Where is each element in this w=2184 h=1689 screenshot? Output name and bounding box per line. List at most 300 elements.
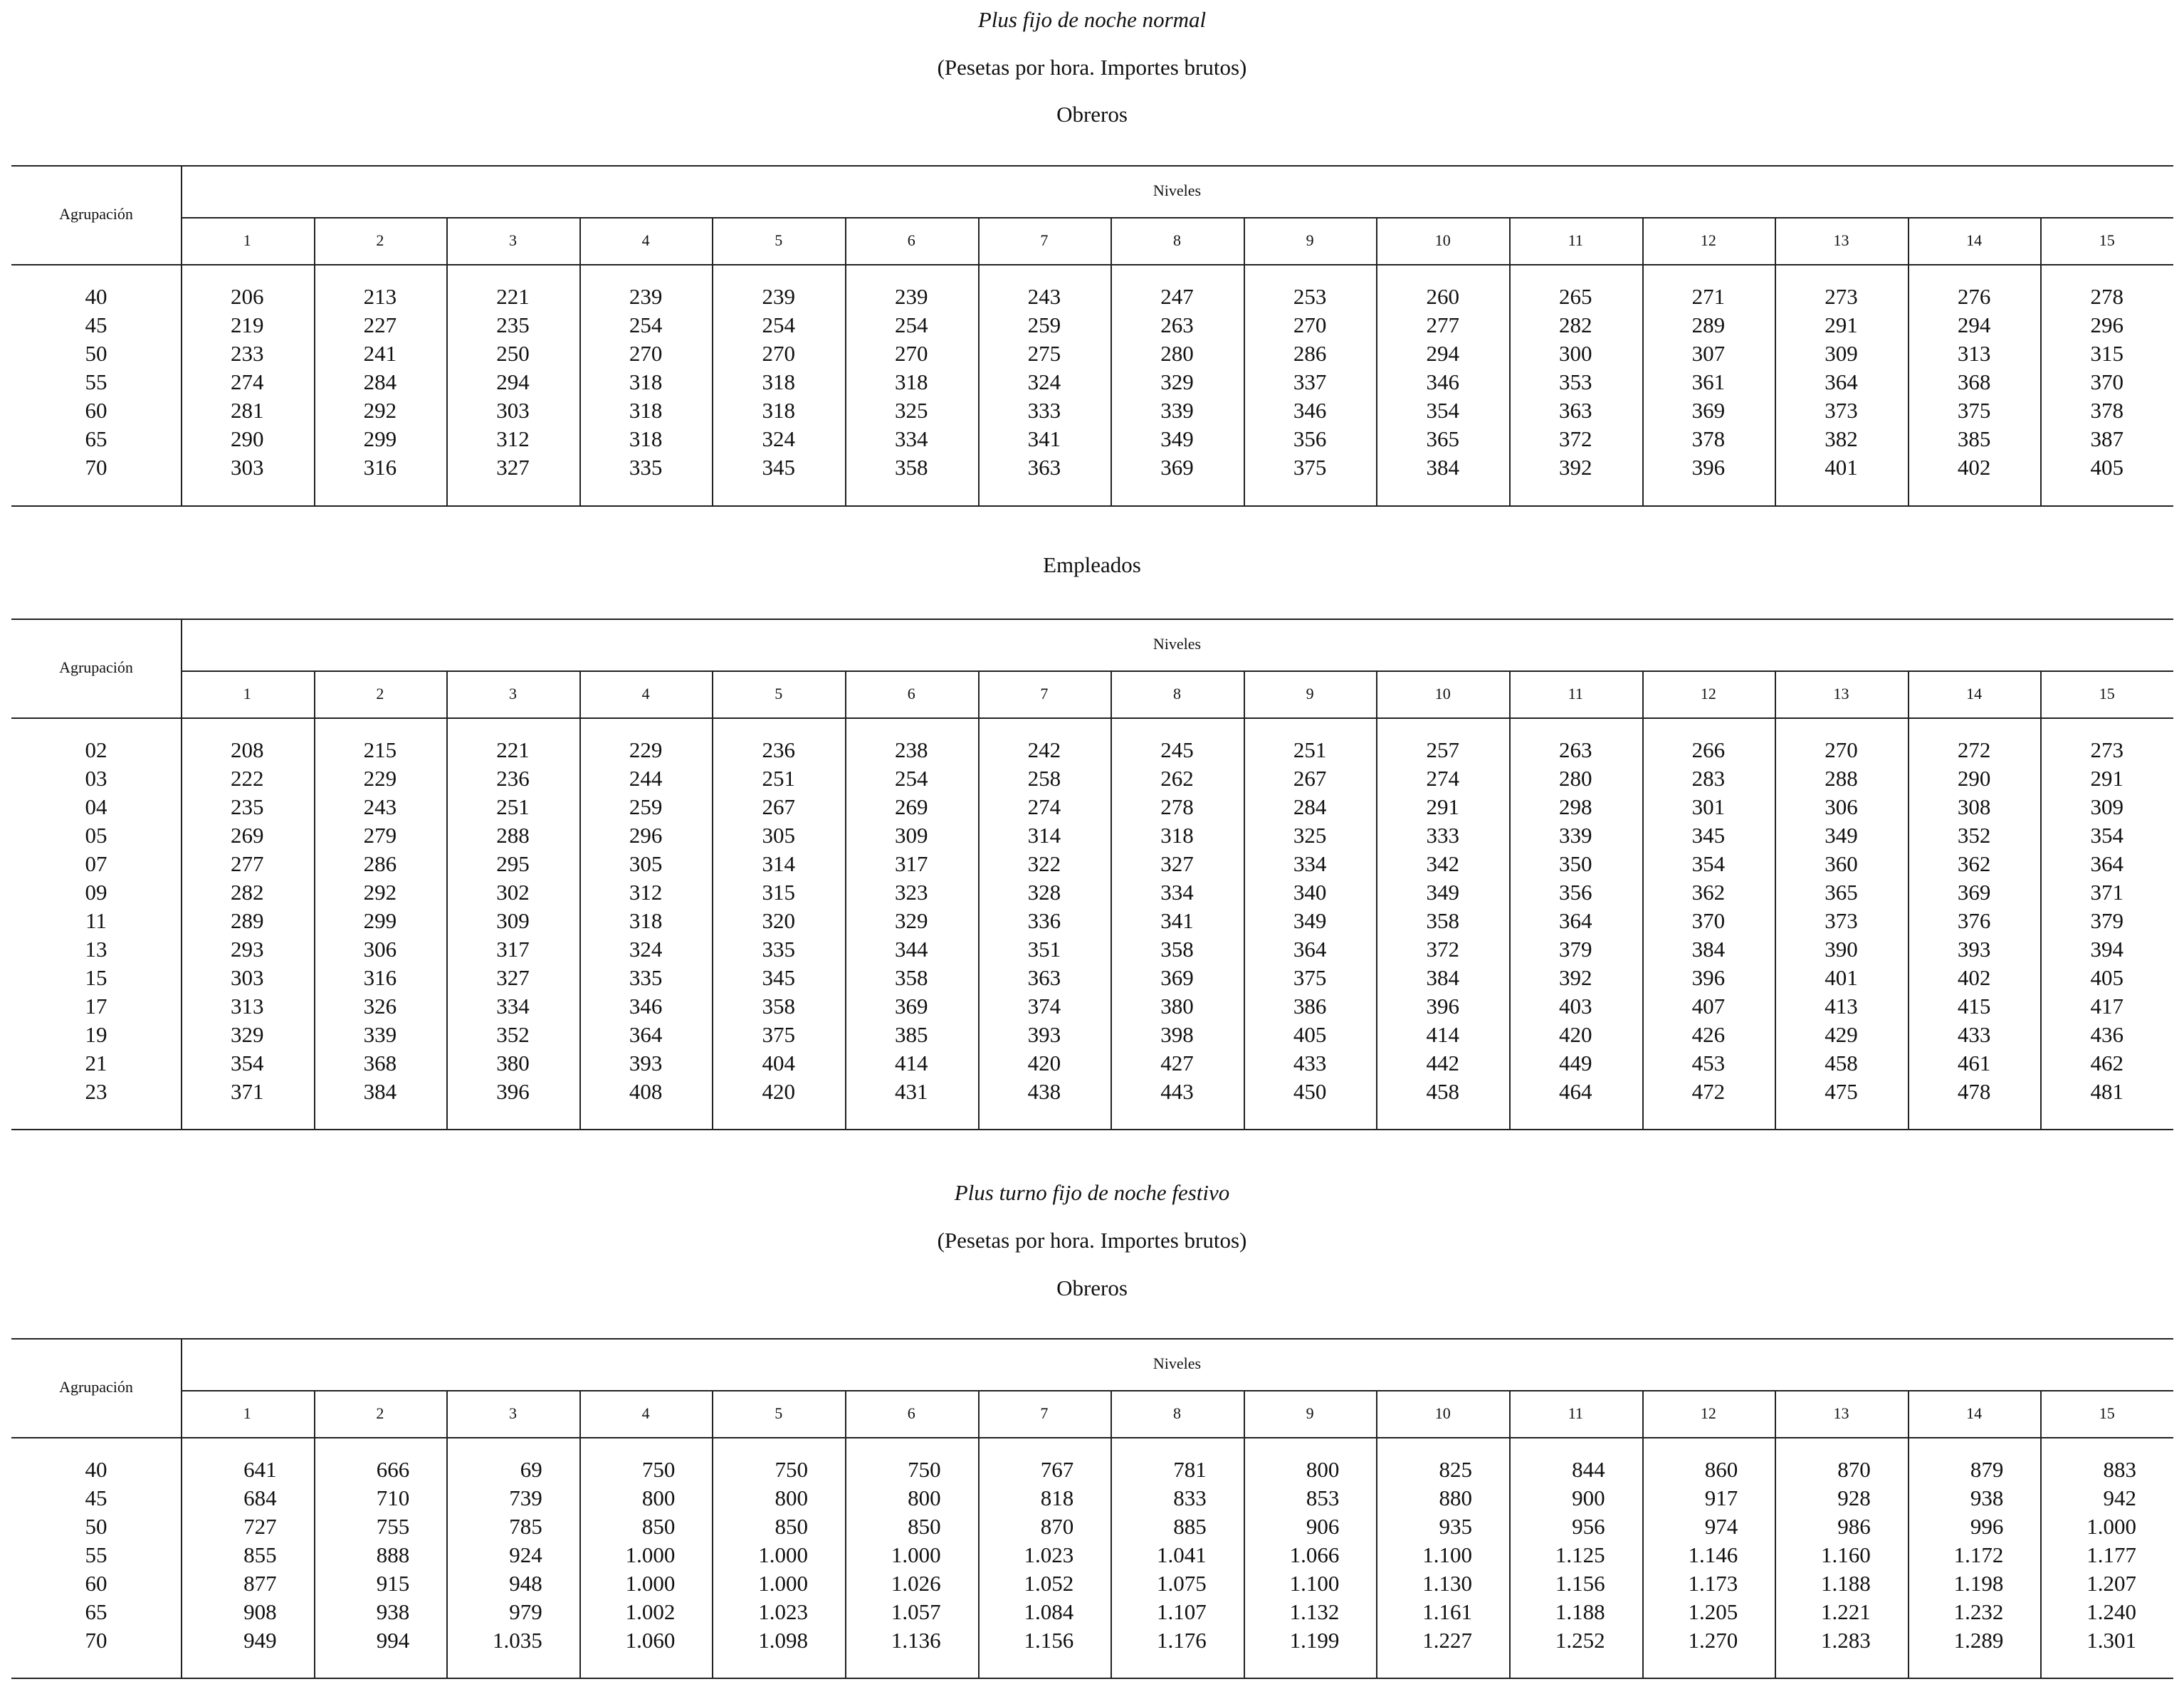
row-label: 11 (85, 908, 107, 933)
table-cell: 325 (895, 398, 928, 423)
table-cell: 215 (363, 737, 397, 762)
table-cell: 384 (363, 1079, 397, 1104)
table-cell: 257 (1426, 737, 1459, 762)
table-cell: 334 (1160, 880, 1194, 905)
row-label: 50 (85, 1514, 107, 1539)
table-cell: 369 (1957, 880, 1991, 905)
table-cell: 334 (1293, 851, 1327, 876)
table-cell: 236 (762, 737, 795, 762)
table-cell: 323 (895, 880, 928, 905)
table-cell: 1.100 (1289, 1571, 1340, 1596)
table-cell: 288 (1825, 766, 1858, 791)
table-cell: 308 (1957, 794, 1991, 819)
table-cell: 394 (2090, 937, 2123, 962)
row-label: 23 (85, 1079, 107, 1104)
table-cell: 344 (895, 937, 928, 962)
table-cell: 345 (762, 965, 795, 990)
table-cell: 380 (496, 1051, 530, 1075)
table-cell: 368 (1957, 369, 1991, 394)
table-cell: 358 (895, 455, 928, 480)
table-cell: 1.098 (758, 1628, 808, 1653)
table-cell: 358 (895, 965, 928, 990)
table-cell: 360 (1825, 851, 1858, 876)
table-cell: 301 (1691, 794, 1726, 819)
table-cell: 235 (231, 794, 264, 819)
table-cell: 281 (231, 398, 264, 423)
table-cell: 414 (1426, 1022, 1459, 1047)
table-cell: 284 (363, 369, 397, 394)
table-cell: 415 (1957, 994, 1991, 1019)
table-cell: 350 (1559, 851, 1592, 876)
table-cell: 314 (1027, 823, 1061, 848)
level-header: 13 (1833, 231, 1849, 249)
table-cell: 312 (629, 880, 663, 905)
table-cell: 739 (509, 1485, 542, 1510)
table-cell: 915 (376, 1571, 410, 1596)
table-cell: 1.301 (2086, 1628, 2136, 1653)
table-cell: 263 (1559, 737, 1592, 762)
table-cell: 1.188 (1555, 1599, 1605, 1624)
row-label: 13 (85, 937, 107, 962)
table-cell: 320 (762, 908, 795, 933)
table-cell: 251 (496, 794, 530, 819)
table-cell: 324 (762, 426, 795, 451)
table-cell: 1.060 (625, 1628, 676, 1653)
table-cell: 296 (629, 823, 663, 848)
table-cell: 300 (1559, 341, 1592, 366)
table-cell: 833 (1173, 1485, 1207, 1510)
header-bottom-rule (11, 717, 2173, 719)
table-cell: 341 (1160, 908, 1194, 933)
table-cell: 239 (762, 284, 795, 309)
table-cell: 375 (1957, 398, 1991, 423)
table-cell: 364 (2090, 851, 2123, 876)
row-header-label: Agrupación (59, 205, 133, 223)
table-cell: 329 (1160, 369, 1194, 394)
table-cell: 282 (231, 880, 264, 905)
table-cell: 408 (629, 1079, 663, 1104)
level-header: 4 (641, 1404, 650, 1422)
table-cell: 286 (1293, 341, 1327, 366)
table-cell: 358 (1160, 937, 1194, 962)
table-cell: 942 (2103, 1485, 2136, 1510)
table-cell: 317 (895, 851, 928, 876)
table-cell: 313 (231, 994, 264, 1019)
table-cell: 379 (1559, 937, 1592, 962)
table-cell: 1.057 (891, 1599, 941, 1624)
table-cell: 353 (1559, 369, 1592, 394)
table-cell: 365 (1825, 880, 1858, 905)
level-header: 7 (1040, 1404, 1049, 1422)
table-cell: 401 (1825, 455, 1858, 480)
table-cell: 309 (2090, 794, 2123, 819)
table-cell: 241 (363, 341, 397, 366)
table-cell: 312 (496, 426, 530, 451)
table-cell: 781 (1173, 1457, 1207, 1482)
table-cell: 303 (496, 398, 530, 423)
table-cell: 328 (1027, 880, 1061, 905)
table-cell: 401 (1825, 965, 1858, 990)
table-cell: 309 (1825, 341, 1858, 366)
row-label: 65 (85, 1599, 107, 1624)
table-cell: 385 (895, 1022, 928, 1047)
table-cell: 265 (1559, 284, 1592, 309)
table-cell: 283 (1691, 766, 1726, 791)
row-label: 55 (85, 369, 107, 394)
table-cell: 855 (243, 1542, 277, 1567)
table-cell: 1.173 (1688, 1571, 1738, 1596)
table-cell: 266 (1691, 737, 1726, 762)
level-header: 9 (1306, 231, 1314, 249)
table-cell: 800 (1306, 1457, 1340, 1482)
table-cell: 413 (1825, 994, 1858, 1019)
table-cell: 464 (1559, 1079, 1592, 1104)
table-cell: 259 (629, 794, 663, 819)
table-cell: 278 (2090, 284, 2123, 309)
table-cell: 1.221 (1821, 1599, 1871, 1624)
row-label: 03 (85, 766, 107, 791)
row-label: 09 (85, 880, 107, 905)
row-label: 65 (85, 426, 107, 451)
table-cell: 727 (243, 1514, 277, 1539)
section-title: Plus turno fijo de noche festivo (954, 1180, 1230, 1205)
table-cell: 374 (1027, 994, 1061, 1019)
level-header: 12 (1700, 231, 1716, 249)
table-cell: 303 (231, 965, 264, 990)
table-cell: 349 (1293, 908, 1327, 933)
table-cell: 236 (496, 766, 530, 791)
table-cell: 354 (1691, 851, 1726, 876)
table-cell: 356 (1293, 426, 1327, 451)
table-cell: 800 (908, 1485, 941, 1510)
table-cell: 270 (1293, 312, 1327, 337)
table-cell: 349 (1426, 880, 1459, 905)
table-cell: 426 (1691, 1022, 1726, 1047)
table-cell: 405 (2090, 965, 2123, 990)
table-cell: 244 (629, 766, 663, 791)
table-cell: 363 (1559, 398, 1592, 423)
table-cell: 372 (1559, 426, 1592, 451)
table-cell: 69 (520, 1457, 542, 1482)
table-cell: 363 (1027, 455, 1061, 480)
table-cell: 375 (762, 1022, 795, 1047)
table-cell: 325 (1293, 823, 1327, 848)
level-header: 8 (1172, 685, 1181, 703)
table-cell: 420 (1027, 1051, 1061, 1075)
table-cell: 317 (496, 937, 530, 962)
section-subtitle: Obreros (1056, 1275, 1128, 1300)
table-cell: 299 (363, 426, 397, 451)
table-cell: 318 (629, 398, 663, 423)
table-cell: 327 (1160, 851, 1194, 876)
table-top-rule (11, 1338, 2173, 1340)
table-cell: 385 (1957, 426, 1991, 451)
table-cell: 393 (1957, 937, 1991, 962)
table-cell: 1.026 (891, 1571, 941, 1596)
table-cell: 227 (363, 312, 397, 337)
table-cell: 375 (1293, 455, 1327, 480)
level-header: 12 (1700, 1404, 1716, 1422)
table-cell: 296 (2090, 312, 2123, 337)
table-cell: 273 (1825, 284, 1858, 309)
header-divider-rule (181, 217, 2173, 219)
table-cell: 433 (1957, 1022, 1991, 1047)
table-cell: 1.172 (1953, 1542, 2004, 1567)
table-cell: 243 (1027, 284, 1061, 309)
table-cell: 251 (762, 766, 795, 791)
table-cell: 318 (629, 426, 663, 451)
table-cell: 275 (1027, 341, 1061, 366)
table-cell: 1.023 (1024, 1542, 1074, 1567)
row-label: 45 (85, 1485, 107, 1510)
table-cell: 1.156 (1024, 1628, 1074, 1653)
table-cell: 242 (1027, 737, 1061, 762)
table-cell: 449 (1559, 1051, 1592, 1075)
table-cell: 1.156 (1555, 1571, 1605, 1596)
table-cell: 974 (1704, 1514, 1738, 1539)
level-header: 8 (1172, 1404, 1181, 1422)
table-cell: 299 (363, 908, 397, 933)
table-cell: 373 (1825, 908, 1858, 933)
table-cell: 908 (243, 1599, 277, 1624)
table-top-rule (11, 165, 2173, 167)
row-label: 60 (85, 398, 107, 423)
table-cell: 267 (1293, 766, 1327, 791)
level-header: 15 (2099, 231, 2115, 249)
table-cell: 364 (629, 1022, 663, 1047)
table-cell: 314 (762, 851, 795, 876)
row-header-label: Agrupación (59, 658, 133, 676)
table-cell: 800 (641, 1485, 676, 1510)
table-cell: 478 (1957, 1079, 1991, 1104)
table-cell: 403 (1559, 994, 1592, 1019)
table-cell: 349 (1160, 426, 1194, 451)
table-cell: 291 (2090, 766, 2123, 791)
level-header: 15 (2099, 1404, 2115, 1422)
table-cell: 1.000 (758, 1542, 808, 1567)
table-cell: 429 (1825, 1022, 1858, 1047)
level-header: 4 (641, 685, 650, 703)
table-cell: 229 (629, 737, 663, 762)
level-header: 11 (1568, 231, 1583, 249)
table-cell: 239 (895, 284, 928, 309)
row-label: 40 (85, 1457, 107, 1482)
table-cell: 243 (363, 794, 397, 819)
level-header: 1 (243, 231, 251, 249)
table-cell: 666 (376, 1457, 410, 1482)
table-cell: 369 (895, 994, 928, 1019)
level-header: 2 (376, 231, 384, 249)
table-cell: 458 (1426, 1079, 1459, 1104)
level-header: 15 (2099, 685, 2115, 703)
table-cell: 358 (762, 994, 795, 1019)
table-cell: 361 (1691, 369, 1726, 394)
table-cell: 684 (243, 1485, 277, 1510)
table-cell: 378 (2090, 398, 2123, 423)
table-cell: 309 (895, 823, 928, 848)
table-cell: 306 (363, 937, 397, 962)
table-cell: 250 (496, 341, 530, 366)
table-cell: 291 (1426, 794, 1459, 819)
table-cell: 333 (1027, 398, 1061, 423)
level-header: 7 (1040, 231, 1049, 249)
table-cell: 369 (1160, 965, 1194, 990)
table-cell: 870 (1040, 1514, 1074, 1539)
table-cell: 322 (1027, 851, 1061, 876)
table-cell: 305 (629, 851, 663, 876)
table-cell: 346 (1293, 398, 1327, 423)
table-cell: 254 (762, 312, 795, 337)
table-cell: 316 (363, 965, 397, 990)
table-cell: 785 (509, 1514, 542, 1539)
table-cell: 386 (1293, 994, 1327, 1019)
table-cell: 339 (363, 1022, 397, 1047)
table-cell: 996 (1970, 1514, 2004, 1539)
table-cell: 1.146 (1688, 1542, 1738, 1567)
table-cell: 641 (243, 1457, 277, 1482)
level-header: 3 (508, 685, 517, 703)
table-cell: 335 (762, 937, 795, 962)
table-cell: 221 (496, 284, 530, 309)
table-cell: 384 (1426, 965, 1459, 990)
table-cell: 277 (1426, 312, 1459, 337)
table-cell: 384 (1691, 937, 1726, 962)
table-cell: 433 (1293, 1051, 1327, 1075)
table-cell: 289 (231, 908, 264, 933)
table-cell: 280 (1559, 766, 1592, 791)
table-cell: 396 (496, 1079, 530, 1104)
table-cell: 364 (1293, 937, 1327, 962)
table-cell: 938 (376, 1599, 410, 1624)
table-cell: 363 (1027, 965, 1061, 990)
table-cell: 475 (1825, 1079, 1858, 1104)
table-cell: 306 (1825, 794, 1858, 819)
table-cell: 379 (2090, 908, 2123, 933)
table-cell: 229 (363, 766, 397, 791)
row-label: 02 (85, 737, 107, 762)
table-cell: 327 (496, 965, 530, 990)
table-cell: 339 (1559, 823, 1592, 848)
table-cell: 235 (496, 312, 530, 337)
table-cell: 318 (629, 369, 663, 394)
table-cell: 877 (243, 1571, 277, 1596)
table-cell: 398 (1160, 1022, 1194, 1047)
table-cell: 305 (762, 823, 795, 848)
table-cell: 213 (363, 284, 397, 309)
table-cell: 850 (641, 1514, 676, 1539)
table-cell: 880 (1439, 1485, 1472, 1510)
table-cell: 245 (1160, 737, 1194, 762)
table-cell: 346 (629, 994, 663, 1019)
table-cell: 818 (1040, 1485, 1074, 1510)
table-cell: 333 (1426, 823, 1459, 848)
table-cell: 324 (629, 937, 663, 962)
table-cell: 850 (775, 1514, 808, 1539)
table-cell: 750 (641, 1457, 676, 1482)
table-cell: 850 (908, 1514, 941, 1539)
table-cell: 994 (376, 1628, 410, 1653)
table-cell: 370 (2090, 369, 2123, 394)
table-cell: 294 (1426, 341, 1459, 366)
table-cell: 251 (1293, 737, 1327, 762)
level-header: 9 (1306, 685, 1314, 703)
level-header: 14 (1966, 685, 1983, 703)
table-cell: 315 (762, 880, 795, 905)
table-cell: 349 (1825, 823, 1858, 848)
table-cell: 1.136 (891, 1628, 941, 1653)
table-cell: 254 (895, 312, 928, 337)
table-cell: 262 (1160, 766, 1194, 791)
table-cell: 206 (231, 284, 264, 309)
table-cell: 1.176 (1157, 1628, 1207, 1653)
table-cell: 420 (1559, 1022, 1592, 1047)
table-cell: 354 (1426, 398, 1459, 423)
table-cell: 335 (629, 965, 663, 990)
table-cell: 1.188 (1821, 1571, 1871, 1596)
table-cell: 263 (1160, 312, 1194, 337)
table-cell: 364 (1559, 908, 1592, 933)
table-cell: 396 (1691, 455, 1726, 480)
table-cell: 461 (1957, 1051, 1991, 1075)
level-header: 9 (1306, 1404, 1314, 1422)
table-cell: 885 (1173, 1514, 1207, 1539)
table-cell: 339 (1160, 398, 1194, 423)
table-cell: 979 (509, 1599, 542, 1624)
table-cell: 313 (1957, 341, 1991, 366)
table-cell: 352 (496, 1022, 530, 1047)
level-header: 1 (243, 685, 251, 703)
table-cell: 935 (1439, 1514, 1472, 1539)
table-bottom-rule (11, 1678, 2173, 1679)
table-cell: 378 (1691, 426, 1726, 451)
section-subtitle: (Pesetas por hora. Importes brutos) (937, 1228, 1247, 1253)
table-cell: 427 (1160, 1051, 1194, 1075)
table-cell: 767 (1040, 1457, 1074, 1482)
table-bottom-rule (11, 505, 2173, 507)
table-cell: 1.125 (1555, 1542, 1605, 1567)
table-cell: 315 (2090, 341, 2123, 366)
table-cell: 356 (1559, 880, 1592, 905)
table-cell: 1.100 (1422, 1542, 1472, 1567)
table-cell: 267 (762, 794, 795, 819)
table-cell: 346 (1426, 369, 1459, 394)
group-header-label: Niveles (1153, 635, 1202, 653)
table-cell: 368 (363, 1051, 397, 1075)
table-cell: 292 (363, 880, 397, 905)
table-cell: 938 (1970, 1485, 2004, 1510)
table-cell: 396 (1691, 965, 1726, 990)
level-header: 13 (1833, 685, 1849, 703)
table-cell: 396 (1426, 994, 1459, 1019)
level-header: 10 (1434, 231, 1451, 249)
header-divider-rule (181, 670, 2173, 672)
row-label: 07 (85, 851, 107, 876)
table-cell: 219 (231, 312, 264, 337)
table-cell: 345 (762, 455, 795, 480)
table-cell: 247 (1160, 284, 1194, 309)
row-label: 40 (85, 284, 107, 309)
table-cell: 393 (1027, 1022, 1061, 1047)
table-cell: 825 (1439, 1457, 1472, 1482)
table-cell: 239 (629, 284, 663, 309)
table-cell: 986 (1837, 1514, 1871, 1539)
table-cell: 928 (1837, 1485, 1871, 1510)
level-header: 2 (376, 685, 384, 703)
table-cell: 270 (762, 341, 795, 366)
table-cell: 372 (1426, 937, 1459, 962)
section-subtitle: (Pesetas por hora. Importes brutos) (937, 55, 1247, 80)
table-cell: 351 (1027, 937, 1061, 962)
